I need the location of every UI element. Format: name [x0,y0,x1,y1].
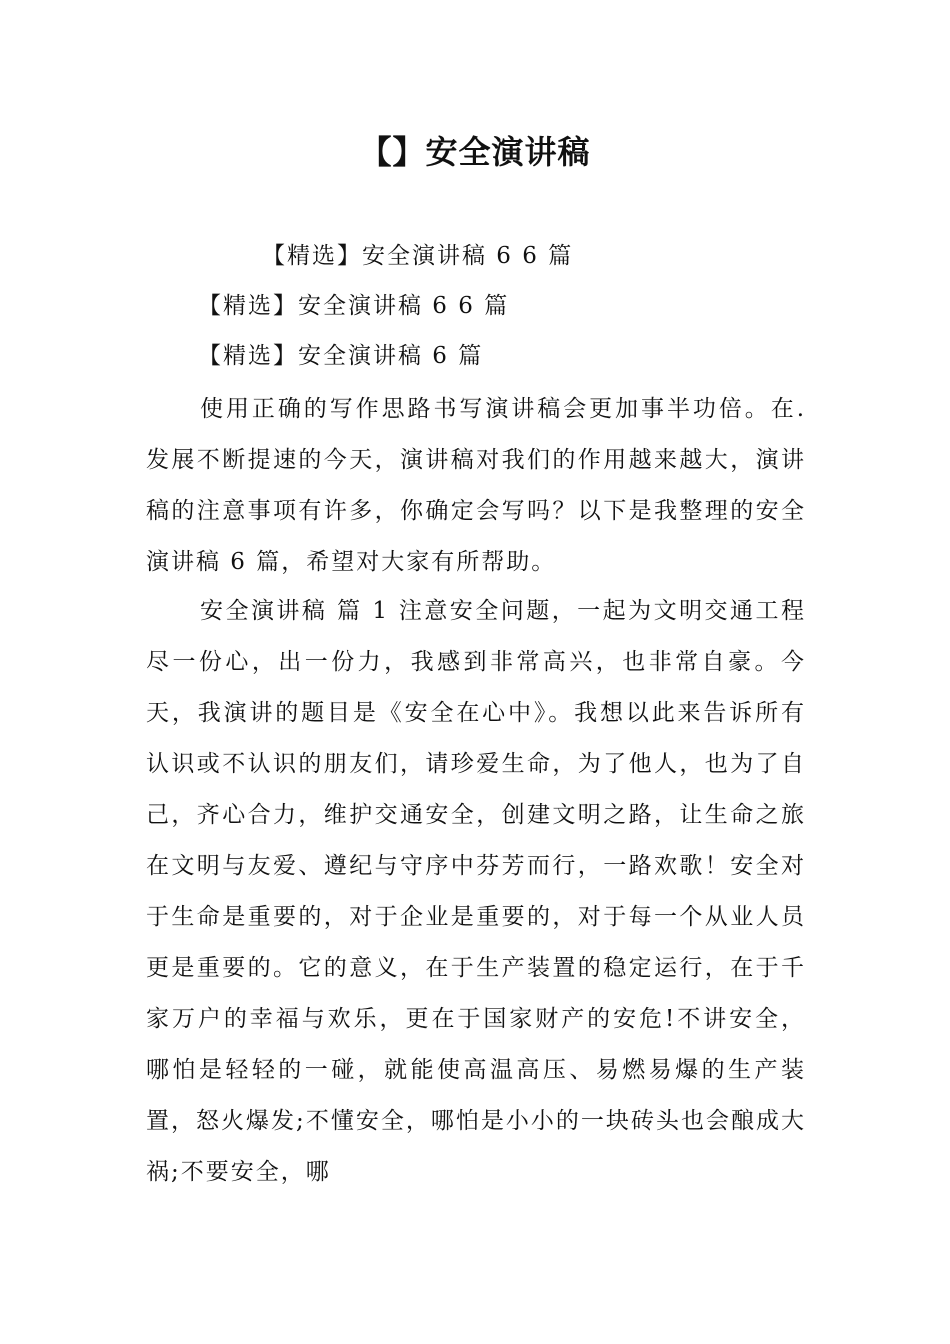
speech-paragraph: 安全演讲稿 篇 1 注意安全问题，一起为文明交通工程尽一份心，出一份力，我感到非常高兴，也非常自豪。今天，我演讲的题目是《安全在心中》。我想以此来告诉所有认识或不认识的朋友们，请珍爱生命，为了他人，也为了自己，齐心合力，维护交通安全，创建文明之路，让生命之旅在文明与友爱、遵纪与守序中芬芳而行，一路欢歌！安全对于生命是重要的，对于企业是重要的，对于每一个从业人员更是重要的。它的意义，在于生产装置的稳定运行，在于千家万户的幸福与欢乐，更在于国家财产的安危!不讲安全，哪怕是轻轻的一碰，就能使高温高压、易燃易爆的生产装置，怒火爆发;不懂安全，哪怕是小小的一块砖头也会酿成大祸;不要安全，哪 [146,598,806,1185]
document-title: 【】安全演讲稿 [359,133,591,171]
intro-paragraph: 使用正确的写作思路书写演讲稿会更加事半功倍。在.发展不断提速的今天，演讲稿对我们的作用越来越大，演讲稿的注意事项有许多，你确定会写吗？以下是我整理的安全演讲稿 6 篇，希望对大家有所帮助。 [146,396,806,575]
subtitle-line-1: 【精选】安全演讲稿 6 6 篇 [262,243,574,269]
subtitle-line-2: 【精选】安全演讲稿 6 6 篇 [198,293,510,319]
subtitle-line-3: 【精选】安全演讲稿 6 篇 [198,343,484,369]
